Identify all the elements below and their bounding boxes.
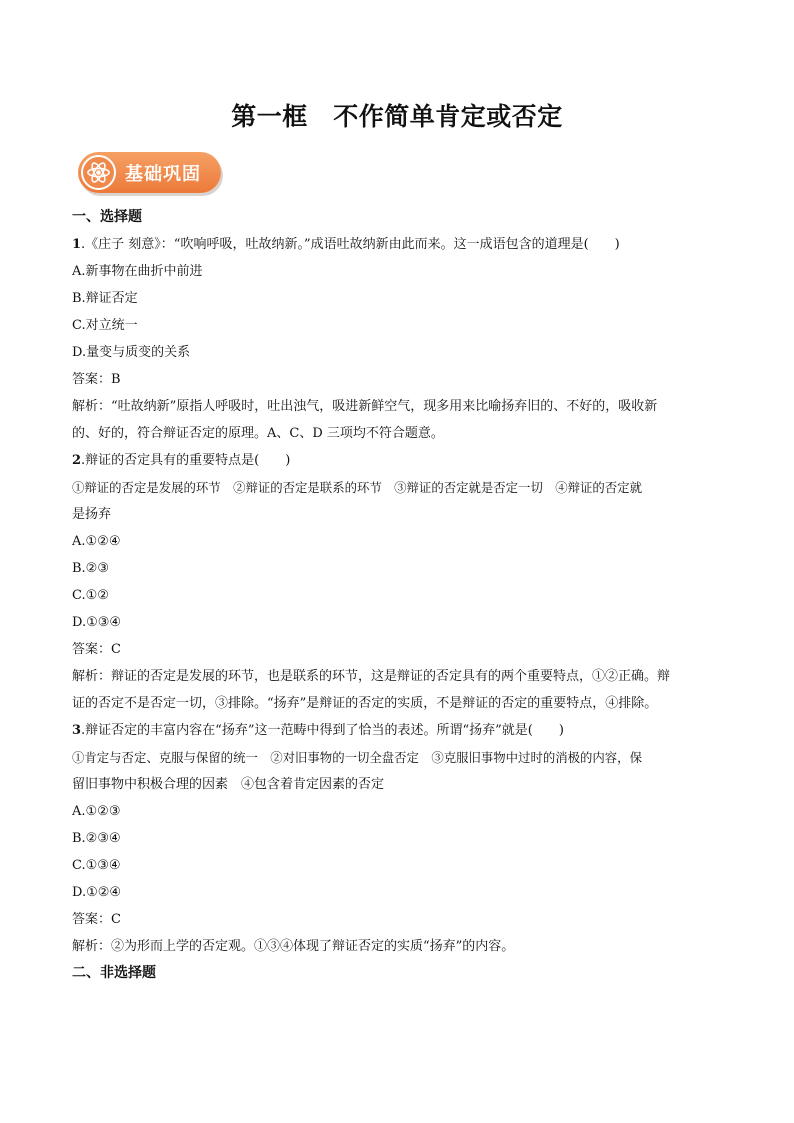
statement-line: 是扬弃	[72, 507, 112, 522]
statement-line: 留旧事物中积极合理的因素 ④包含着肯定因素的否定	[72, 777, 385, 792]
option-d: D.①③④	[72, 615, 122, 630]
option-a: A.①②④	[72, 534, 121, 549]
section-heading-nonchoice: 二、非选择题	[72, 965, 156, 981]
analysis-line: 解析：“吐故纳新”原指人呼吸时，吐出浊气，吸进新鲜空气，现多用来比喻扬弃旧的、不好的，吸收新	[72, 399, 658, 414]
option-b: B.②③	[72, 561, 109, 576]
answer: 答案：C	[72, 912, 121, 927]
section-badge	[78, 152, 221, 193]
page-title: 第一框 不作简单肯定或否定	[231, 102, 563, 131]
analysis-line: 证的否定不是否定一切，③排除。“扬弃”是辩证的否定的实质，不是辩证的否定的重要特点，④排除。	[72, 696, 658, 711]
option-d: D.量变与质变的关系	[72, 345, 191, 360]
question-number: 1	[72, 237, 82, 252]
badge-label: 基础巩固	[125, 164, 201, 185]
question-number: 2	[72, 453, 82, 468]
option-c: C.①②	[72, 588, 109, 603]
question-3-stem: 3.辩证否定的丰富内容在“扬弃”这一范畴中得到了恰当的表述。所谓“扬弃”就是( )	[72, 723, 564, 738]
analysis-line: 解析：辩证的否定是发展的环节，也是联系的环节，这是辩证的否定具有的两个重要特点，①②正确。辩	[72, 669, 671, 684]
option-a: A.新事物在曲折中前进	[72, 264, 203, 279]
option-a: A.①②③	[72, 804, 121, 819]
option-d: D.①②④	[72, 885, 122, 900]
statement-line: ①肯定与否定、克服与保留的统一 ②对旧事物的一切全盘否定 ③克服旧事物中过时的消极的内容，保	[72, 750, 642, 765]
question-1-stem: 1.《庄子 刻意》：“吹响呼吸，吐故纳新。”成语吐故纳新由此而来。这一成语包含的道理是( )	[72, 237, 620, 252]
question-2-stem: 2.辩证的否定具有的重要特点是( )	[72, 453, 291, 468]
option-b: B.②③④	[72, 831, 121, 846]
option-b: B.辩证否定	[72, 291, 138, 306]
option-c: C.①③④	[72, 858, 121, 873]
atom-icon	[81, 155, 116, 190]
analysis-line: 的、好的，符合辩证否定的原理。A、C、D 三项均不符合题意。	[72, 426, 444, 441]
document-body	[72, 204, 722, 987]
question-number: 3	[72, 723, 82, 738]
analysis-line: 解析：②为形而上学的否定观。①③④体现了辩证否定的实质“扬弃”的内容。	[72, 939, 515, 954]
section-heading-choice: 一、选择题	[72, 209, 142, 225]
statement-line: ①辩证的否定是发展的环节 ②辩证的否定是联系的环节 ③辩证的否定就是否定一切 ④辩证的否定就	[72, 480, 642, 495]
answer: 答案：B	[72, 372, 121, 387]
option-c: C.对立统一	[72, 318, 138, 333]
answer: 答案：C	[72, 642, 121, 657]
